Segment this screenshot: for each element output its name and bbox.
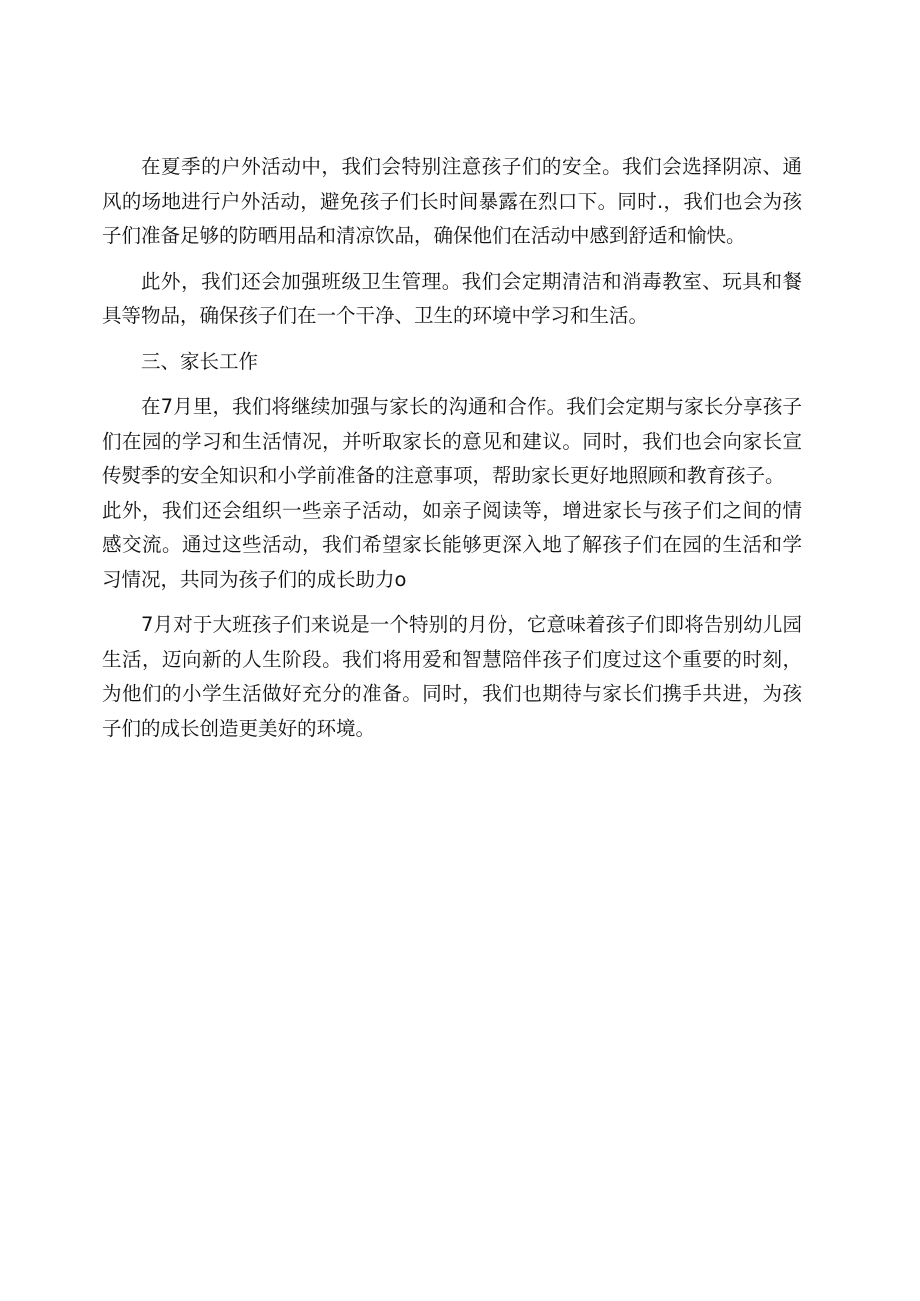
- paragraph-outdoor-safety: 在夏季的户外活动中，我们会特别注意孩子们的安全。我们会选择阴凉、通风的场地进行户外活动，避免孩子们长时间暴露在烈口下。同时.，我们也会为孩子们准备足够的防晒用品和清凉饮品，确保他们在活动中感到舒适和愉快。: [102, 155, 802, 247]
- paragraph-hygiene: 此外，我们还会加强班级卫生管理。我们会定期清洁和消毒教室、玩具和餐具等物品，确保孩子们在一个干净、卫生的环境中学习和生活。: [102, 269, 802, 327]
- document-body: [102, 150, 802, 746]
- paragraph-parent-communication: 在7月里，我们将继续加强与家长的沟通和合作。我们会定期与家长分享孩子们在园的学习和生活情况，并听取家长的意见和建议。同时，我们也会向家长宣传熨季的安全知识和小学前准备的注意事项，帮助家长更好地照顾和教育孩子。: [102, 395, 802, 487]
- paragraph-conclusion: 7月对于大班孩子们来说是一个特别的月份，它意味着孩子们即将告别幼儿园生活，迈向新的人生阶段。我们将用爱和智慧陪伴孩子们度过这个重要的时刻，为他们的小学生活做好充分的准备。同时，我们也期待与家长们携手共进，为孩子们的成长创造更美好的环境。: [102, 613, 802, 740]
- section-heading-parent-work: 三、家长工作: [141, 349, 259, 373]
- paragraph-parent-child-activities: 此外，我们还会组织一些亲子活动，如亲子阅读等，增进家长与孩子们之间的情感交流。通过这些活动，我们希望家长能够更深入地了解孩子们在园的生活和学习情况，共同为孩子们的成长助力o: [102, 498, 802, 591]
